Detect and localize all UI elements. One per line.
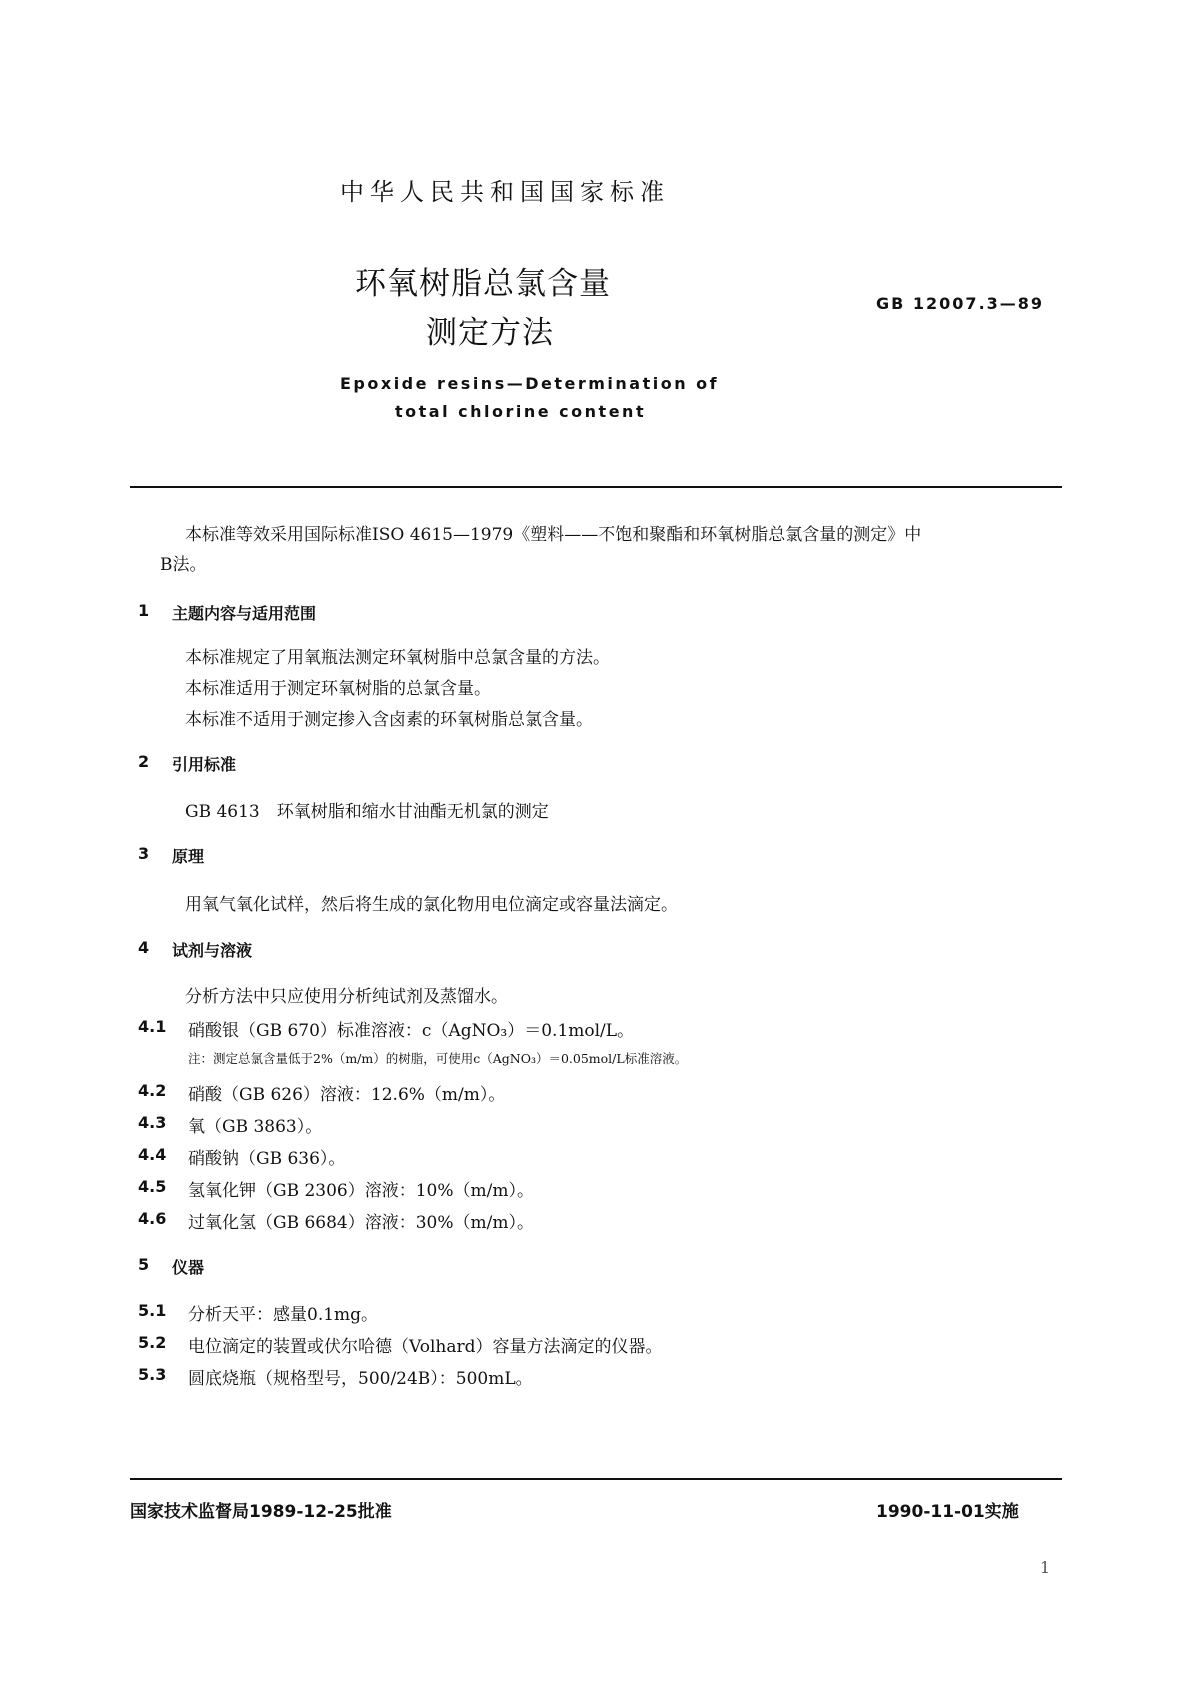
item-4-4-number: 4.4 [138,1145,167,1164]
section-1-paragraph-3: 本标准不适用于测定掺入含卤素的环氧树脂总氯含量。 [185,710,593,730]
intro-paragraph-line1: 本标准等效采用国际标准ISO 4615—1979《塑料——不饱和聚酯和环氧树脂总氯含量的测定》中 [185,525,922,545]
item-5-1-number: 5.1 [138,1301,167,1320]
section-1-paragraph-1: 本标准规定了用氧瓶法测定环氧树脂中总氯含量的方法。 [185,648,610,668]
item-5-2-text: 电位滴定的装置或伏尔哈德（Volhard）容量方法滴定的仪器。 [188,1337,663,1357]
section-3-number: 3 [138,844,150,863]
item-4-5-number: 4.5 [138,1177,167,1196]
page-number: 1 [1040,1558,1051,1577]
approval-date: 国家技术监督局1989-12-25批准 [130,1502,392,1522]
section-4-number: 4 [138,938,150,957]
footer-divider [130,1478,1062,1480]
item-4-5-text: 氢氧化钾（GB 2306）溶液：10%（m/m）。 [188,1181,534,1201]
item-4-1-text: 硝酸银（GB 670）标准溶液：c（AgNO₃）＝0.1mol/L。 [188,1021,635,1041]
section-2-number: 2 [138,752,150,771]
item-4-6-number: 4.6 [138,1209,167,1228]
item-4-2-text: 硝酸（GB 626）溶液：12.6%（m/m）。 [188,1085,506,1105]
standard-number: GB 12007.3—89 [876,294,1045,313]
section-3-paragraph: 用氧气氧化试样，然后将生成的氯化物用电位滴定或容量法滴定。 [185,895,678,915]
section-4-title: 试剂与溶液 [172,941,253,960]
section-1-paragraph-2: 本标准适用于测定环氧树脂的总氯含量。 [185,679,491,699]
item-4-3-text: 氧（GB 3863）。 [188,1117,323,1137]
document-title-line1: 环氧树脂总氯含量 [355,266,611,302]
section-5-title: 仪器 [172,1258,205,1277]
section-1-title: 主题内容与适用范围 [172,604,317,623]
section-1-number: 1 [138,601,150,620]
item-4-6-text: 过氧化氢（GB 6684）溶液：30%（m/m）。 [188,1213,534,1233]
item-4-1-note: 注：测定总氯含量低于2%（m/m）的树脂，可使用c（AgNO₃）＝0.05mol/L标准溶液。 [188,1051,688,1066]
national-standard-heading: 中华人民共和国国家标准 [340,178,670,206]
item-4-2-number: 4.2 [138,1081,167,1100]
item-5-2-number: 5.2 [138,1333,167,1352]
section-5-number: 5 [138,1255,150,1274]
english-title-line2: total chlorine content [395,402,647,421]
item-5-1-text: 分析天平：感量0.1mg。 [188,1305,379,1325]
item-5-3-number: 5.3 [138,1365,167,1384]
item-4-3-number: 4.3 [138,1113,167,1132]
item-4-1-number: 4.1 [138,1017,167,1036]
section-2-title: 引用标准 [172,755,237,774]
effective-date: 1990-11-01实施 [876,1502,1019,1522]
english-title-line1: Epoxide resins—Determination of [340,374,720,393]
section-3-title: 原理 [172,847,205,866]
document-title-line2: 测定方法 [426,315,554,351]
header-divider [130,486,1062,488]
section-2-reference: GB 4613 环氧树脂和缩水甘油酯无机氯的测定 [185,802,549,822]
intro-paragraph-line2: B法。 [160,555,207,575]
item-4-4-text: 硝酸钠（GB 636）。 [188,1149,346,1169]
item-5-3-text: 圆底烧瓶（规格型号，500/24B）：500mL。 [188,1369,533,1389]
section-4-paragraph: 分析方法中只应使用分析纯试剂及蒸馏水。 [185,987,508,1007]
